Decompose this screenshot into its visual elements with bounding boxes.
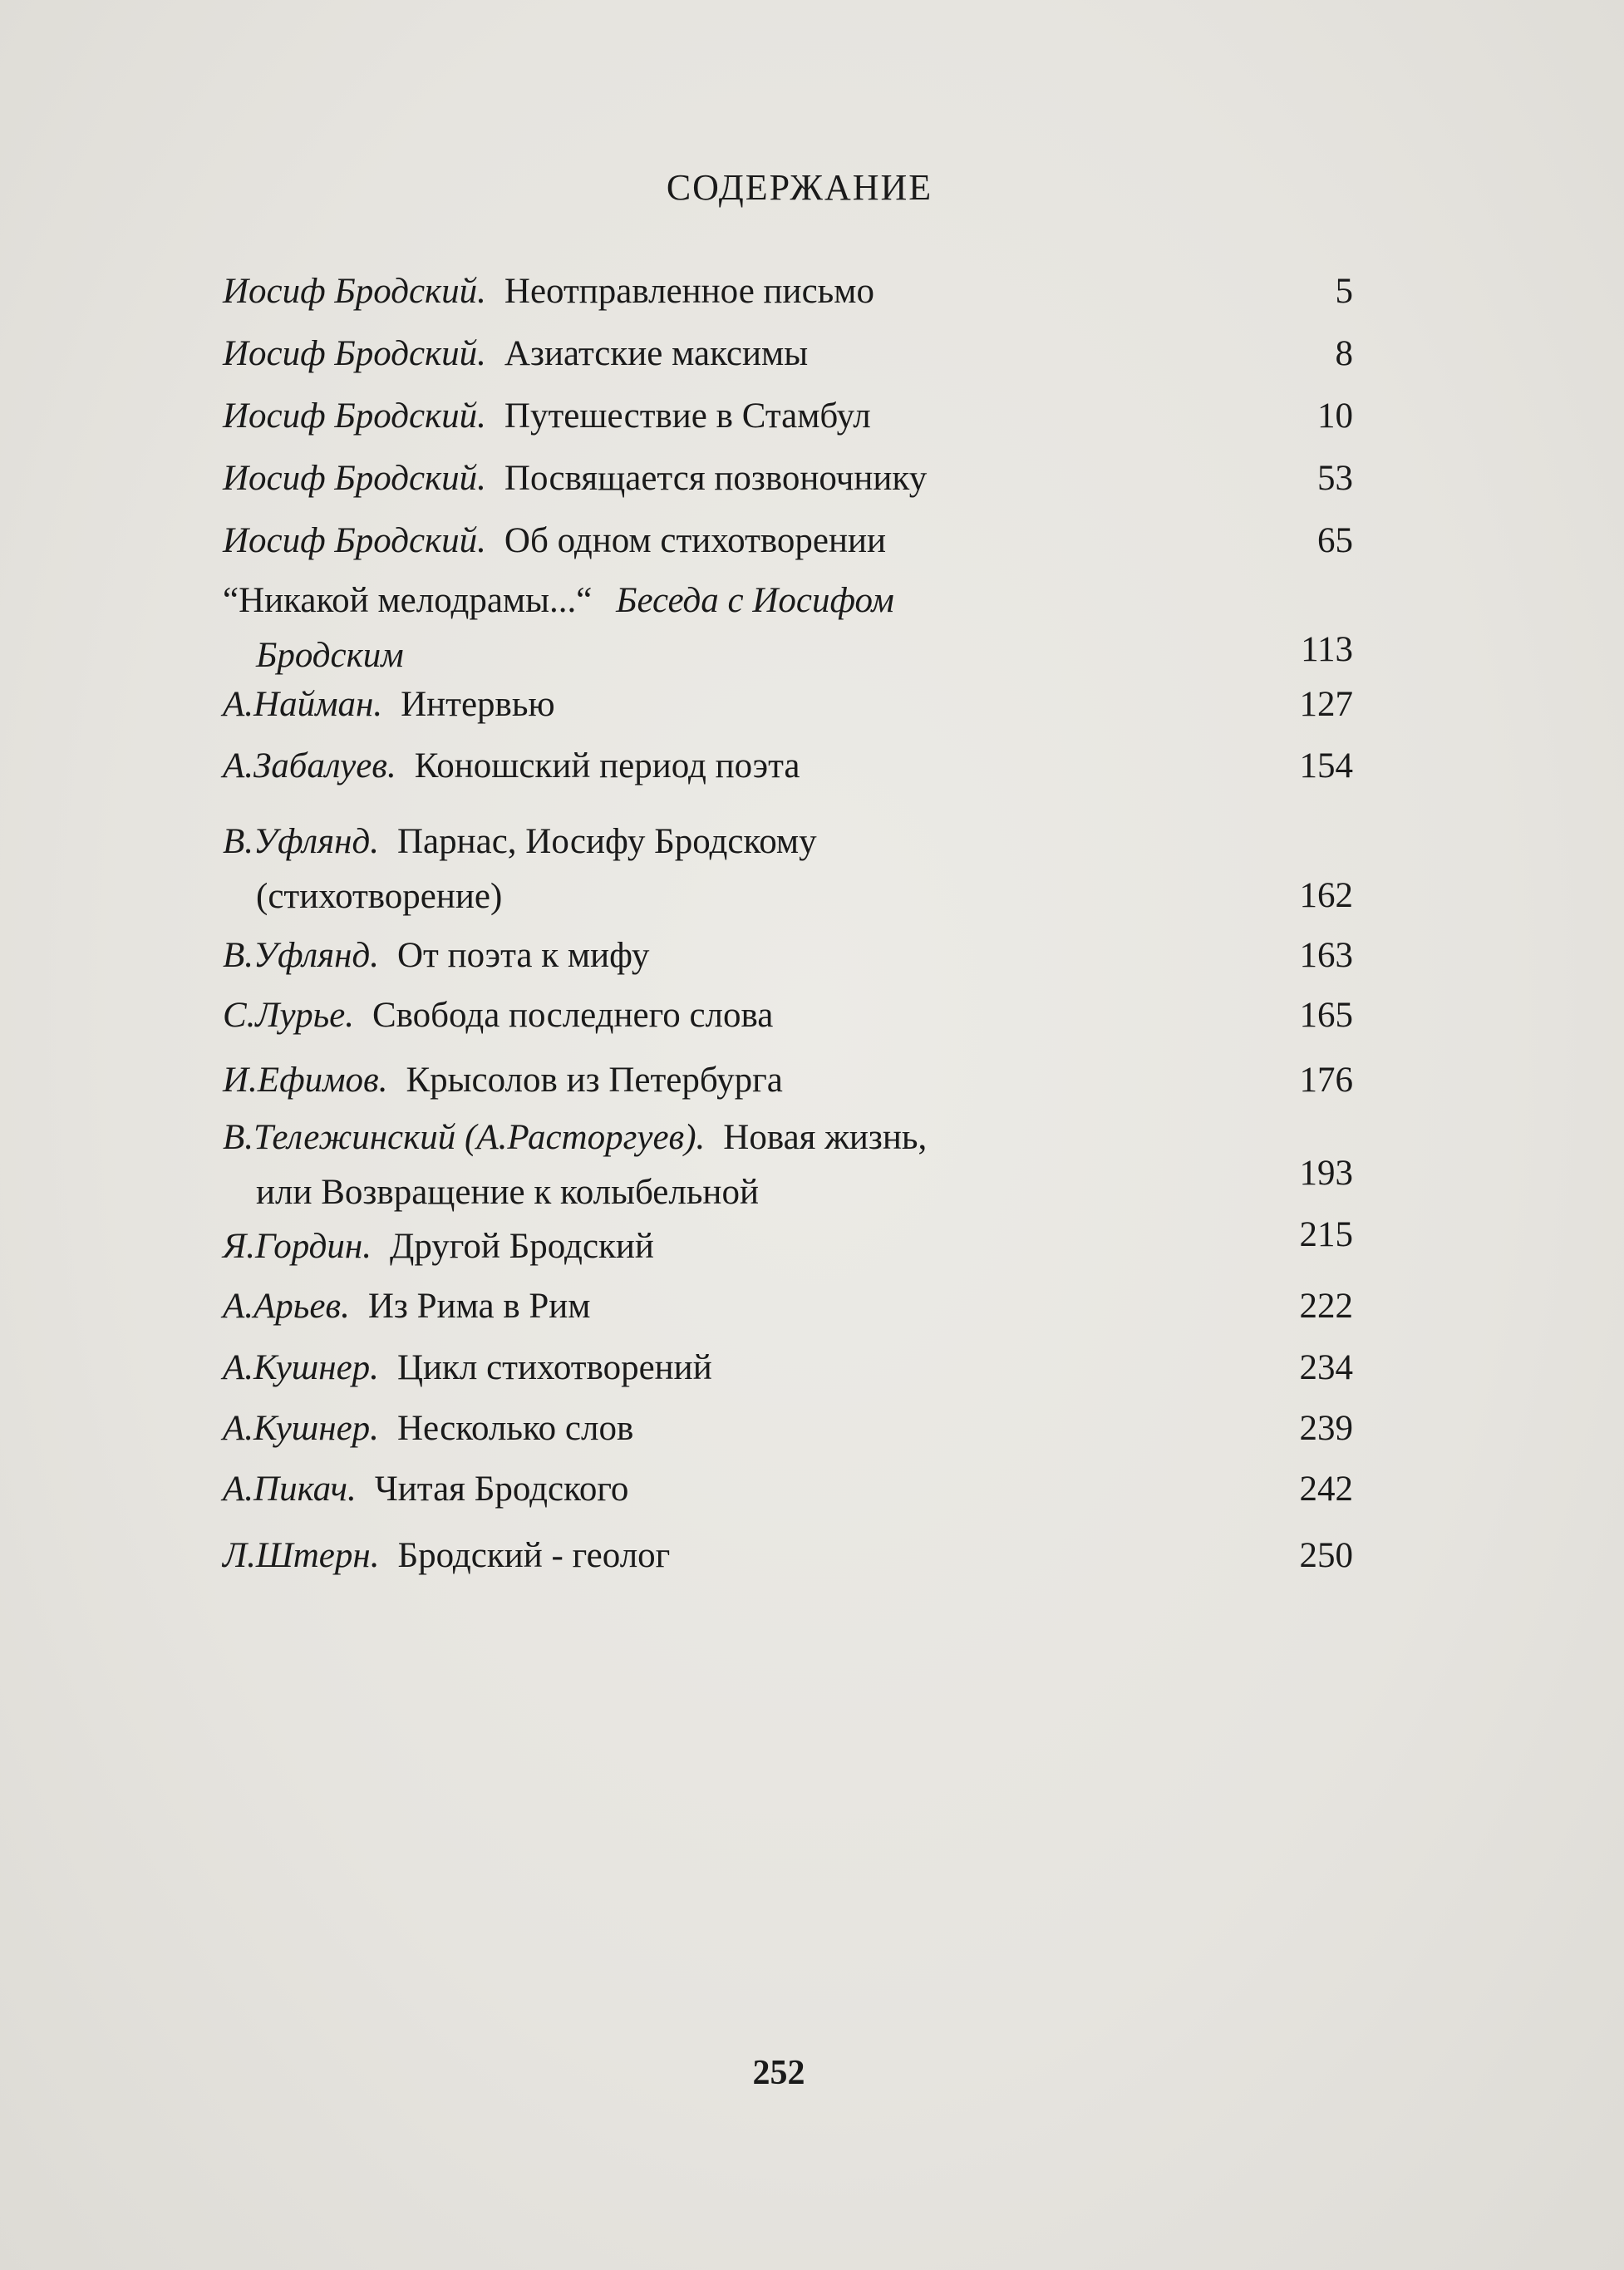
toc-work-italic: Бродским (256, 636, 404, 675)
toc-work: Читая Бродского (374, 1470, 629, 1509)
toc-entry (223, 1217, 1353, 1277)
toc-work: Несколько слов (396, 1409, 634, 1448)
toc-author: Иосиф Бродский. (223, 272, 486, 311)
toc-entry (223, 449, 1353, 509)
toc-author: А.Найман. (223, 685, 383, 724)
page-number-footer: 252 (752, 2054, 805, 2092)
toc-page-number: 234 (1299, 1348, 1353, 1387)
toc-author: А.Кушнер. (223, 1409, 379, 1448)
toc-author: Иосиф Бродский. (223, 521, 486, 560)
toc-entry (223, 675, 1353, 735)
toc-author: Я.Гордин. (223, 1227, 372, 1266)
toc-entry (223, 815, 1353, 929)
toc-work: Интервью (401, 685, 555, 724)
toc-entry (223, 511, 1353, 571)
toc-work: Крысолов из Петербурга (406, 1061, 783, 1100)
toc-page-number: 176 (1299, 1061, 1353, 1100)
toc-work: Об одном стихотворении (504, 521, 887, 560)
toc-work: Азиатские максимы (504, 334, 809, 373)
toc-author: А.Забалуев. (223, 746, 396, 785)
toc-author: В.Тележинский (А.Расторгуев). (223, 1118, 706, 1157)
toc-page-number: 127 (1299, 685, 1353, 724)
toc-work: Путешествие в Стамбул (504, 396, 871, 436)
toc-page-number: 215 (1299, 1215, 1353, 1254)
toc-author: В.Уфлянд. (223, 822, 379, 861)
toc-work: Цикл стихотворений (396, 1348, 712, 1387)
toc-page-number: 222 (1299, 1287, 1353, 1326)
page-title: СОДЕРЖАНИЕ (666, 167, 933, 208)
toc-author: Иосиф Бродский. (223, 396, 486, 436)
toc-page-number: 113 (1301, 630, 1353, 669)
toc-page-number: 165 (1299, 996, 1353, 1035)
toc-entry (223, 1399, 1353, 1459)
toc-page-number: 239 (1299, 1409, 1353, 1448)
toc-page-number: 242 (1299, 1470, 1353, 1509)
toc-page-number: 5 (1335, 272, 1353, 311)
toc-entry (223, 1051, 1353, 1110)
toc-page-number: 65 (1317, 521, 1353, 560)
toc-page-number: 162 (1299, 876, 1353, 915)
toc-page-number: 8 (1335, 334, 1353, 373)
toc-page-number: 163 (1299, 936, 1353, 975)
toc-entry (223, 986, 1353, 1046)
toc-entry (223, 1110, 1353, 1225)
toc-work-continued: или Возвращение к колыбельной (256, 1173, 759, 1212)
toc-work: Свобода последнего слова (372, 996, 774, 1035)
toc-author: Л.Штерн. (223, 1536, 380, 1575)
toc-work: От поэта к мифу (396, 936, 650, 975)
toc-work-continued: (стихотворение) (256, 877, 503, 916)
toc-page-number: 53 (1317, 459, 1353, 498)
toc-author: Иосиф Бродский. (223, 334, 486, 373)
toc-work: Посвящается позвоночнику (504, 459, 928, 498)
toc-author: А.Кушнер. (223, 1348, 379, 1387)
toc-author: С.Лурье. (223, 996, 354, 1035)
toc-author: И.Ефимов. (223, 1061, 388, 1100)
toc-page-number: 193 (1299, 1154, 1353, 1193)
toc-page-number: 10 (1317, 396, 1353, 436)
toc-entry (223, 1277, 1353, 1337)
toc-entry (223, 262, 1353, 322)
toc-page-number: 154 (1299, 746, 1353, 785)
toc-entry (223, 387, 1353, 446)
toc-work: Коношский период поэта (414, 746, 800, 785)
toc-page-number: 250 (1299, 1536, 1353, 1575)
toc-entry (223, 574, 1353, 688)
toc-work: Бродский - геолог (397, 1536, 671, 1575)
toc-entry (223, 926, 1353, 986)
toc-work: Другой Бродский (390, 1227, 654, 1266)
toc-entry (223, 1460, 1353, 1519)
toc-author: Иосиф Бродский. (223, 459, 486, 498)
toc-entry (223, 1526, 1353, 1586)
toc-work: Новая жизнь, (723, 1118, 928, 1157)
toc-entry (223, 324, 1353, 384)
toc-entry (223, 736, 1353, 796)
toc-entry (223, 1338, 1353, 1398)
toc-work: Парнас, Иосифу Бродскому (396, 822, 817, 861)
toc-author: В.Уфлянд. (223, 936, 379, 975)
toc-work: “Никакой мелодрамы...“ (223, 581, 593, 620)
toc-author: А.Пикач. (223, 1470, 357, 1509)
toc-author: А.Арьев. (223, 1287, 350, 1326)
toc-work-italic: Беседа с Иосифом (616, 581, 894, 620)
toc-work: Неотправленное письмо (504, 272, 874, 311)
toc-work: Из Рима в Рим (367, 1287, 591, 1326)
